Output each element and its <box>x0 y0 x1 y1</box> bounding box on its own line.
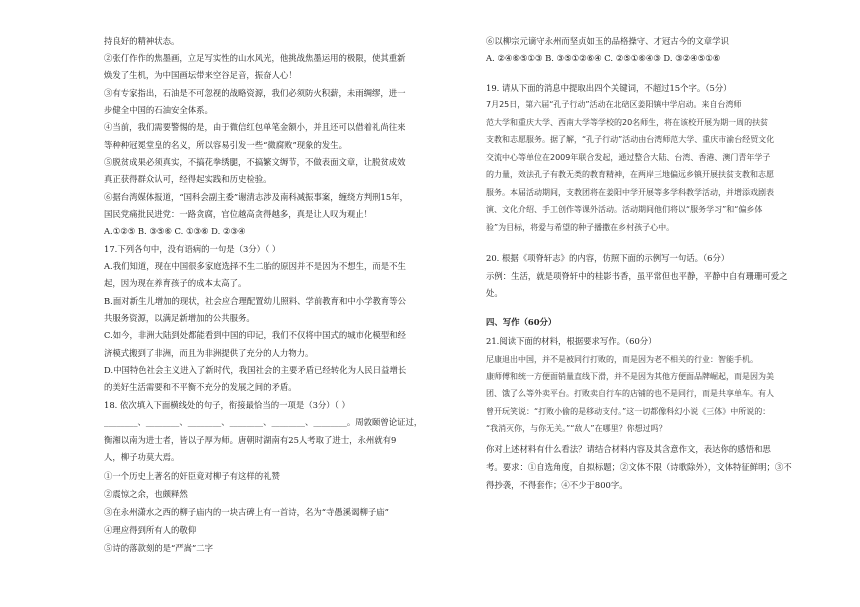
left-column-line: ⑤脱贫成果必须真实，不搞花拳绣腿，不搞繁文缛节，不做表面文章，让脱贫成效 <box>104 157 406 167</box>
right-column-line: 处。 <box>486 288 503 298</box>
right-column-line: 验”为目标，将爱与希望的种子播撒在乡村孩子心中。 <box>486 223 675 232</box>
left-column-line: 起，因为现在养育孩子的成本太高了。 <box>104 278 247 288</box>
left-column-line: ③在永州潇水之西的柳子庙内的一块古碑上有一首诗，名为“寺愚溪谒柳子庙” <box>104 507 389 517</box>
left-column-line: ②张仃作作的焦墨画，立足写实性的山水风光，他挑战焦墨运用的极限，使其重新 <box>104 53 406 63</box>
left-column-line: 步健全中国的石油安全体系。 <box>104 105 213 115</box>
right-column-line: 7月25日，第六届“孔子行动”活动在北碚区姜阳镇中学启动。来自台湾师 <box>486 100 742 109</box>
left-column-line: B.面对新生儿增加的现状，社会应合理配置幼儿照料、学前教育和中小学教育等公 <box>104 296 406 306</box>
left-column-line: ②震惊之余，也颇释然 <box>104 489 188 499</box>
left-column-line: 持良好的精神状态。 <box>104 36 180 46</box>
left-column-line: 的美好生活需要和不平衡不充分的发展之间的矛盾。 <box>104 382 297 392</box>
right-column-line: 曾开玩笑说：“打败小偷的是移动支付。”这一切都像科幻小说《三体》中所说的： <box>486 407 771 416</box>
right-column-line: 的力量，效法孔子有教无类的教育精神，在两岸三地偏远乡镇开展扶贫支教和志愿 <box>486 170 774 179</box>
left-column-line: D.中国特色社会主义进入了新时代，我国社会的主要矛盾已经转化为人民日益增长 <box>104 365 407 375</box>
right-column-line: 团、饿了么等外卖平台。打败卖自行车的店铺的也不是同行，而是共享单车。有人 <box>486 389 774 398</box>
left-column-line: 焕发了生机，为中国画坛带来空谷足音，振奋人心！ <box>104 70 297 80</box>
left-column-line: 18. 依次填入下面横线处的句子，衔接最恰当的一项是（3分）（ ） <box>104 400 350 410</box>
right-column-line: 21.阅读下面的材料，根据要求写作。（60分） <box>486 336 657 346</box>
right-column-line: 支教和志愿服务。据了解，“孔子行动”活动由台湾师范大学、重庆市渝台经贸文化 <box>486 135 775 144</box>
right-column-line: 20. 根据《项脊轩志》的内容，仿照下面的示例写一句话。（6分） <box>486 253 730 263</box>
right-column-line: A. ②④⑥⑤①③ B. ③⑤①②⑥④ C. ②⑤①⑥④③ D. ③②④⑤①⑥ <box>486 53 721 63</box>
left-column-line: 共服务资源，以满足新增加的公共服务。 <box>104 313 255 323</box>
left-column-line: 真正获得群众认可，经得起实践和历史检验。 <box>104 174 272 184</box>
left-column-line: ①一个历史上著名的奸臣竟对柳子有这样的礼赞 <box>104 471 280 481</box>
left-column-line: ③有专家指出，石油是不可忽视的战略资源，我们必须防火积薪，未雨绸缪，进一 <box>104 88 406 98</box>
left-column-line: ⑤诗的落款刻的是“严嵩”二字 <box>104 543 214 553</box>
right-column-line: 康师傅和统一方便面销量直线下滑，并不是因为其他方便面品牌崛起，而是因为美 <box>486 372 774 381</box>
left-column-line: ⑥据台湾媒体报道，“国科会副主委”谢清志涉及南科减振事案，缠绕方判刑15年， <box>104 192 408 202</box>
right-column-line: 尼康退出中国，并不是被同行打败的，而是因为老不相关的行业：智能手机。 <box>486 355 758 364</box>
left-column-line: ④当前，我们需要警惕的是，由于微信红包单笔金额小，并且还可以借着礼尚往来 <box>104 122 406 132</box>
right-column-line: ⑥以柳宗元谪守永州而坚贞如玉的品格操守、才冠古今的文章学识 <box>486 36 729 46</box>
right-column-line: 示例：生活，就是项脊轩中的桂影书香，虽平常但也平静，平静中自有珊珊可爱之 <box>486 271 788 281</box>
right-column-line: 19. 请从下面的消息中提取出四个关键词，不超过15个字。（5分） <box>486 83 732 93</box>
right-column-line: 演、文化介绍、手工创作等课外活动。活动期间他们将以“服务学习”和“偏乡体 <box>486 205 763 214</box>
left-column-line: 等种种冠冕堂皇的名义，所以容易引发一些“微腐败”现象的发生。 <box>104 140 348 150</box>
right-column-line: “我消灭你，与你无关。”“敌人”在哪里？你想过吗？ <box>486 424 667 433</box>
left-column-line: 17.下列各句中，没有语病的一句是（3分）（ ） <box>104 244 281 254</box>
right-column-line: 四、写作（60分） <box>486 317 557 327</box>
right-column-line: 服务。本届活动期间，支教团将在姜阳中学开展等多学科教学活动，并增添戏剧表 <box>486 188 774 197</box>
left-column-line: 人，柳子功莫大焉。 <box>104 452 180 462</box>
left-column-line: ④理应得到所有人的敬仰 <box>104 525 197 535</box>
left-column-line: 国民党痛批民进党：一路贪腐，官位越高贪得越多，真是让人叹为观止！ <box>104 209 372 219</box>
right-column-line: 考。要求：①自选角度，自拟标题；②文体不限（诗歌除外），文体特征鲜明；③不 <box>486 462 792 472</box>
left-column-line: C.如今，非洲大陆到处都能看到中国的印记，我们不仅将中国式的城市化模型和经 <box>104 330 406 340</box>
left-column-line: 衡湘以南为进士者，皆以子厚为师。唐朝时湖南有25人考取了进士，永州就有9 <box>104 435 397 445</box>
left-column-line: A.我们知道，现在中国很多家庭选择不生二胎的原因并不是因为不想生，而是不生 <box>104 261 406 271</box>
right-column-line: 范大学和重庆大学、西南大学等学校的20名师生，将在该校开展为期一周的扶贫 <box>486 118 769 127</box>
right-column-line: 你对上述材料有什么看法？请结合材料内容及其含意作文，表达你的感悟和思 <box>486 444 771 454</box>
left-column-line: 济模式搬到了非洲，而且为非洲提供了充分的人力物力。 <box>104 348 314 358</box>
right-column-line: 交流中心等单位在2009年联合发起，通过整合大陆、台湾、香港、澳门青年学子 <box>486 153 771 162</box>
right-column-line: 得抄袭，不得套作；④不少于800字。 <box>486 480 628 490</box>
left-column-line: ________、________、________、________、________、________。周敦颐曾论证过， <box>104 417 423 427</box>
left-column-line: A.①②⑤ B. ③⑤⑥ C. ①③⑥ D. ②③④ <box>104 226 246 236</box>
